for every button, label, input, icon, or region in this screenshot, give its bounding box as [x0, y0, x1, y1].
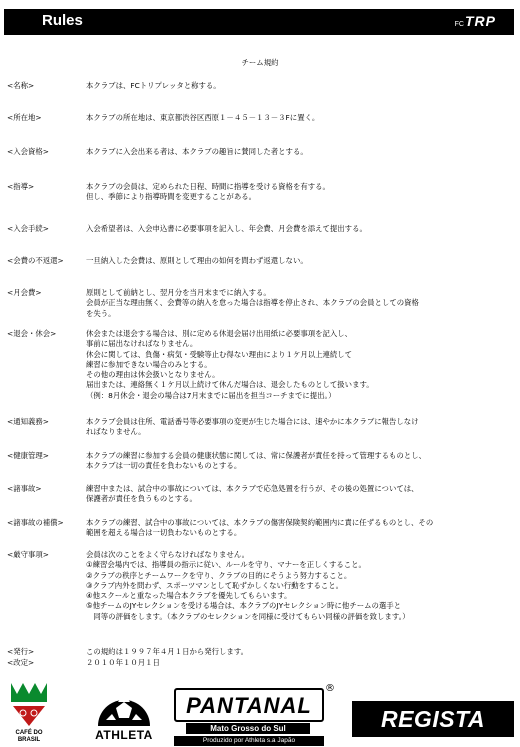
section-label: <健康管理> — [7, 451, 49, 460]
section-line: 入会希望者は、入会申込書に必要事項を記入し、年会費、月会費を添えて提出する。 — [86, 224, 367, 233]
section-line: 保護者が責任を負うものとする。 — [86, 494, 197, 504]
section-line: ればなりません。 — [86, 427, 146, 437]
section-line: 範囲を超える場合は一切負わないものとする。 — [86, 528, 242, 538]
section-body — [86, 451, 506, 472]
section-line: 休会に関しては、負傷・病気・受験等止む得ない理由により１ケ月以上連続して — [86, 349, 353, 359]
regista-logo: REGISTA — [352, 701, 514, 737]
pantanal-logo: PANTANAL — [174, 688, 324, 722]
section-line: ①練習会場内では、指導員の指示に従い、ルールを守り、マナーを正しくすること。 — [86, 560, 366, 570]
section-line: 原則として前納とし、翌月分を当月末までに納入する。 — [86, 288, 271, 297]
section-line: ③クラブ内外を問わず、スポーツマンとして恥ずかしくない行動をすること。 — [86, 580, 344, 590]
section-line: ２０１０年１０月１日 — [86, 658, 160, 667]
section-line: この規約は１９９７年４月１日から発行します。 — [86, 647, 249, 656]
section-line: 本クラブに入会出来る者は、本クラブの趣旨に賛同した者とする。 — [86, 147, 308, 156]
section-line: 本クラブは一切の責任を負わないものとする。 — [86, 461, 242, 471]
section-line: 本クラブの練習に参加する会員の健康状態に関しては、常に保護者が責任を持って管理するものとし、 — [86, 451, 426, 460]
section-line: 休会または退会する場合は、別に定める休退会届け出用紙に必要事項を記入し、 — [86, 329, 353, 338]
section-body — [86, 256, 506, 266]
section-line: （例：8月休会・退会の場合は7月末までに届出を担当コーチまでに提出。） — [86, 390, 336, 400]
section-line: ④他スクールと重なった場合本クラブを優先してもらいます。 — [86, 591, 292, 601]
section-label: <厳守事項> — [7, 550, 49, 559]
section-line: ⑤他チームのJYセレクションを受ける場合は、本クラブのJYセレクション時に他チームの選手と — [86, 601, 402, 611]
section-body — [86, 81, 506, 91]
section-body — [86, 113, 506, 123]
section-line: 練習中または、試合中の事故については、本クラブで応急処置を行うが、その後の処置については、 — [86, 484, 419, 493]
section-label: <名称> — [7, 81, 35, 90]
section-line: 本クラブの所在地は、東京都渋谷区西原１－４５－１３－３Fに置く。 — [86, 113, 320, 122]
section-body — [86, 147, 506, 157]
athleta-text: ATHLETA — [95, 728, 153, 742]
section-body — [86, 518, 506, 539]
section-body — [86, 647, 506, 657]
section-label: <所在地> — [7, 113, 42, 122]
section-line: 本クラブは、FCトリプレッタと称する。 — [86, 81, 221, 90]
pantanal-subtitle: Mato Grosso do Sul — [186, 723, 310, 734]
section-label: <諸事故の補償> — [7, 518, 64, 527]
section-line: 但し、季節により指導時間を変更することがある。 — [86, 192, 256, 202]
section-label: <月会費> — [7, 288, 42, 297]
section-label: <指導> — [7, 182, 35, 191]
section-line: 本クラブの会員は、定められた日程、時間に指導を受ける資格を有する。 — [86, 182, 330, 191]
document-title: チーム規約 — [241, 58, 279, 67]
header-bar — [4, 9, 514, 35]
section-label: <通知義務> — [7, 417, 49, 426]
section-body — [86, 550, 506, 622]
section-label: <入会手続> — [7, 224, 49, 233]
section-body — [86, 484, 506, 505]
section-line: 一旦納入した会費は、原則として理由の如何を問わず返還しない。 — [86, 256, 308, 265]
section-line: 本クラブの練習、試合中の事故については、本クラブの傷害保険契約範囲内に責に任ずるものとし、その — [86, 518, 434, 527]
section-body — [86, 417, 506, 438]
section-line: 会員が正当な理由無く、会費等の納入を怠った場合は指導を停止され、本クラブの会員としての資格 — [86, 298, 419, 308]
section-line: 会員は次のことをよく守らなければなりません。 — [86, 550, 250, 559]
section-label: <退会・休会> — [7, 329, 57, 338]
cafe-do-brasil-text: CAFÉ DO BRASIL — [15, 730, 43, 743]
section-label: <改定> — [7, 658, 35, 667]
section-body — [86, 329, 506, 401]
section-body — [86, 288, 506, 319]
section-body — [86, 224, 506, 234]
pantanal-producer: Produzido por Athleta s.a Japão — [174, 736, 324, 746]
section-line: ②クラブの秩序とチームワークを守り、クラブの目的にそうよう努力すること。 — [86, 570, 352, 580]
section-line: 届出または、連絡無く１ケ月以上続けて休んだ場合は、退会したものとして扱います。 — [86, 380, 374, 390]
section-body — [86, 182, 506, 203]
section-line: を失う。 — [86, 308, 116, 318]
section-line: 練習に参加できない場合のみとする。 — [86, 359, 212, 369]
section-label: <発行> — [7, 647, 35, 656]
brand-logo: FCTRP — [454, 13, 496, 29]
section-line: 本クラブ会員は住所、電話番号等必要事項の変更が生じた場合には、速やかに本クラブに報告しなけ — [86, 417, 419, 426]
section-label: <入会資格> — [7, 147, 49, 156]
section-line: 事前に届出なければなりません。 — [86, 339, 198, 349]
section-body — [86, 658, 506, 668]
section-label: <会費の不返還> — [7, 256, 64, 265]
section-line: 同等の評価をします。（本クラブのセレクションを同様に受けてもらい同様の評価を致します。） — [86, 611, 410, 621]
section-label: <諸事故> — [7, 484, 42, 493]
registered-mark: ® — [325, 683, 335, 694]
athleta-ball-icon — [94, 680, 154, 728]
section-line: その他の理由は休会扱いとなりません。 — [86, 370, 220, 380]
page-title: Rules — [42, 12, 83, 29]
sponsor-logos — [0, 676, 520, 747]
